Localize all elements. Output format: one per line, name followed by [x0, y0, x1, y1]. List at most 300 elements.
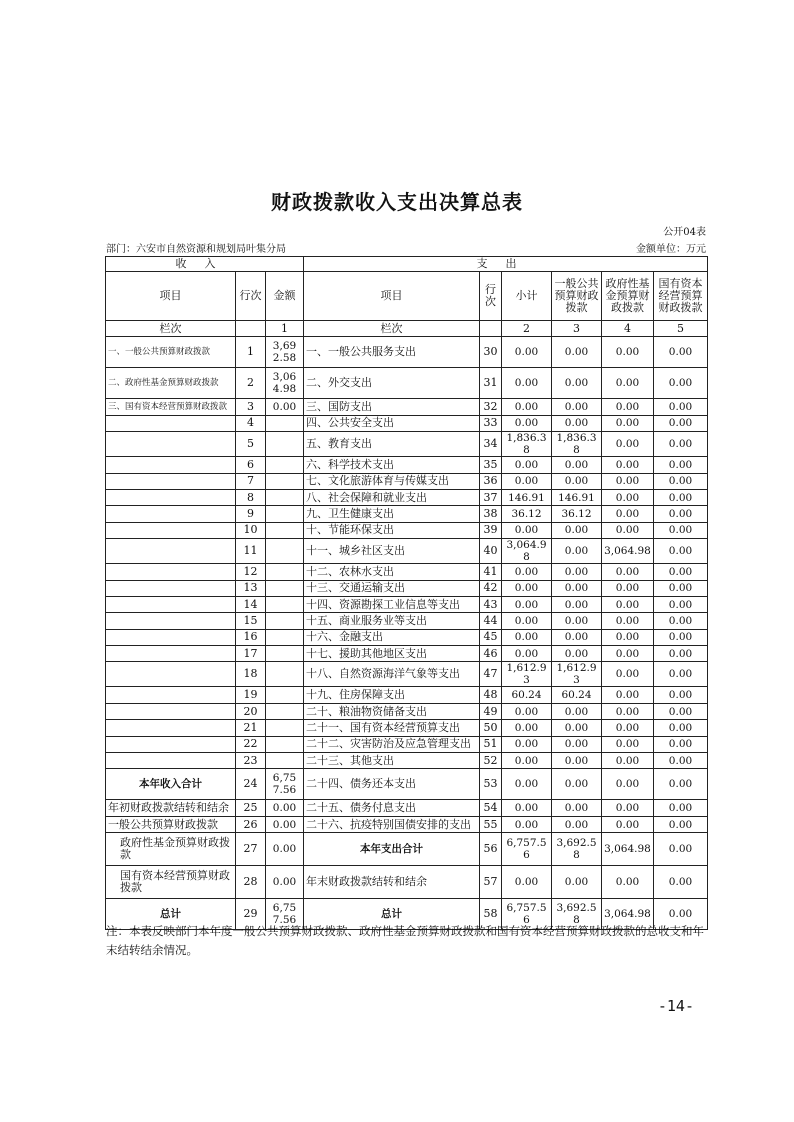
- income-amount: 3,064.98: [266, 368, 304, 399]
- expense-line-no: 54: [480, 800, 502, 816]
- expense-item: 二十二、灾害防治及应急管理支出: [304, 736, 480, 752]
- income-line-no: 26: [236, 816, 266, 832]
- expense-gov-fund: 0.00: [602, 522, 654, 538]
- expense-gov-fund: 0.00: [602, 687, 654, 703]
- expense-state-capital: 0.00: [654, 564, 708, 580]
- expense-gen-budget: 0.00: [552, 769, 602, 800]
- expense-gen-budget: 0.00: [552, 564, 602, 580]
- table-number: 公开04表: [663, 227, 706, 238]
- expense-item: 十五、商业服务业等支出: [304, 613, 480, 629]
- expense-line-no: 37: [480, 489, 502, 505]
- expense-state-capital: 0.00: [654, 337, 708, 368]
- expense-line-no: 46: [480, 646, 502, 662]
- col-label2: 栏次: [304, 321, 480, 337]
- expense-gen-budget: 0.00: [552, 457, 602, 473]
- income-section-header: 收入: [106, 257, 304, 272]
- income-amount: [266, 564, 304, 580]
- expense-line-no: 36: [480, 473, 502, 489]
- expense-state-capital: 0.00: [654, 736, 708, 752]
- expense-state-capital: 0.00: [654, 368, 708, 399]
- expense-gen-budget: 36.12: [552, 506, 602, 522]
- income-amount: 0.00: [266, 866, 304, 899]
- income-item: [106, 432, 236, 457]
- income-line-no: 18: [236, 662, 266, 687]
- income-line-no: 19: [236, 687, 266, 703]
- expense-state-capital: 0.00: [654, 703, 708, 719]
- income-amount: [266, 415, 304, 431]
- expense-subtotal: 0.00: [502, 337, 552, 368]
- expense-line-no: 53: [480, 769, 502, 800]
- expense-item: 二十五、债务付息支出: [304, 800, 480, 816]
- expense-gov-fund: 0.00: [602, 596, 654, 612]
- expense-subtotal: 0.00: [502, 629, 552, 645]
- expense-item: 十八、自然资源海洋气象等支出: [304, 662, 480, 687]
- income-line-no: 4: [236, 415, 266, 431]
- budget-summary-table: [105, 256, 708, 930]
- table-row: [106, 629, 708, 645]
- income-item: [106, 596, 236, 612]
- income-amount: 3,692.58: [266, 337, 304, 368]
- table-row: [106, 522, 708, 538]
- expense-state-capital: 0.00: [654, 613, 708, 629]
- table-row: [106, 432, 708, 457]
- table-row: [106, 368, 708, 399]
- expense-gen-budget: 0.00: [552, 539, 602, 564]
- expense-subtotal: 0.00: [502, 800, 552, 816]
- expense-line-no: 39: [480, 522, 502, 538]
- expense-state-capital: 0.00: [654, 816, 708, 832]
- table-row: [106, 833, 708, 866]
- expense-item: 九、卫生健康支出: [304, 506, 480, 522]
- expense-subtotal: 0.00: [502, 703, 552, 719]
- col-number-2: 2: [502, 321, 552, 337]
- expense-gov-fund: 3,064.98: [602, 833, 654, 866]
- expense-subtotal: 146.91: [502, 489, 552, 505]
- expense-subtotal: 36.12: [502, 506, 552, 522]
- expense-gen-budget: 146.91: [552, 489, 602, 505]
- expense-gov-fund: 0.00: [602, 473, 654, 489]
- expense-subtotal: 0.00: [502, 399, 552, 415]
- expense-subtotal: 1,836.38: [502, 432, 552, 457]
- department-label: 部门：六安市自然资源和规划局叶集分局: [106, 244, 286, 255]
- expense-line-no: 40: [480, 539, 502, 564]
- expense-subtotal: 0.00: [502, 580, 552, 596]
- expense-gen-budget: 0.00: [552, 736, 602, 752]
- col-number-blank: [236, 321, 266, 337]
- expense-line-no: 47: [480, 662, 502, 687]
- table-row: [106, 613, 708, 629]
- income-line-no: 12: [236, 564, 266, 580]
- col-number-1: 1: [266, 321, 304, 337]
- expense-gov-fund: 0.00: [602, 800, 654, 816]
- expense-line-no: 49: [480, 703, 502, 719]
- income-amount: [266, 629, 304, 645]
- income-line-no: 15: [236, 613, 266, 629]
- expense-item: 八、社会保障和就业支出: [304, 489, 480, 505]
- footnote: 注：本表反映部门本年度一般公共预算财政拨款、政府性基金预算财政拨款和国有资本经营预算财政拨款的总收支和年末结转结余情况。: [106, 924, 704, 957]
- expense-subtotal: 0.00: [502, 816, 552, 832]
- income-item: [106, 580, 236, 596]
- income-line-no: 29: [236, 899, 266, 930]
- expense-item: 十四、资源勘探工业信息等支出: [304, 596, 480, 612]
- income-line-no: 24: [236, 769, 266, 800]
- expense-state-capital: 0.00: [654, 596, 708, 612]
- income-amount: 6,757.56: [266, 899, 304, 930]
- expense-item: 十七、援助其他地区支出: [304, 646, 480, 662]
- expense-gov-fund: 0.00: [602, 866, 654, 899]
- income-line-no: 20: [236, 703, 266, 719]
- col-header-state-capital: 国有资本经营预算财政拨款: [654, 272, 708, 321]
- expense-gen-budget: 0.00: [552, 337, 602, 368]
- expense-line-no: 43: [480, 596, 502, 612]
- expense-item: 总计: [304, 899, 480, 930]
- income-amount: [266, 736, 304, 752]
- income-item: 年初财政拨款结转和结余: [106, 800, 236, 816]
- table-row: [106, 539, 708, 564]
- expense-subtotal: 6,757.56: [502, 833, 552, 866]
- expense-gov-fund: 0.00: [602, 613, 654, 629]
- expense-line-no: 50: [480, 720, 502, 736]
- expense-line-no: 42: [480, 580, 502, 596]
- expense-gen-budget: 0.00: [552, 596, 602, 612]
- expense-state-capital: 0.00: [654, 473, 708, 489]
- expense-gen-budget: 0.00: [552, 368, 602, 399]
- income-amount: 0.00: [266, 833, 304, 866]
- income-amount: [266, 539, 304, 564]
- income-line-no: 11: [236, 539, 266, 564]
- expense-item: 十六、金融支出: [304, 629, 480, 645]
- expense-item: 五、教育支出: [304, 432, 480, 457]
- income-item: [106, 473, 236, 489]
- income-amount: 0.00: [266, 399, 304, 415]
- expense-line-no: 30: [480, 337, 502, 368]
- table-row: [106, 596, 708, 612]
- expense-gen-budget: 0.00: [552, 629, 602, 645]
- income-amount: [266, 506, 304, 522]
- income-item: 政府性基金预算财政拨款: [106, 833, 236, 866]
- expense-subtotal: 0.00: [502, 720, 552, 736]
- expense-gen-budget: 0.00: [552, 415, 602, 431]
- income-line-no: 2: [236, 368, 266, 399]
- income-amount: [266, 522, 304, 538]
- expense-state-capital: 0.00: [654, 457, 708, 473]
- table-row: [106, 337, 708, 368]
- expense-gov-fund: 0.00: [602, 337, 654, 368]
- income-item: [106, 489, 236, 505]
- income-line-no: 9: [236, 506, 266, 522]
- expense-item: 二、外交支出: [304, 368, 480, 399]
- expense-gov-fund: 3,064.98: [602, 899, 654, 930]
- expense-gen-budget: 0.00: [552, 580, 602, 596]
- expense-gov-fund: 0.00: [602, 816, 654, 832]
- table-row: [106, 580, 708, 596]
- income-line-no: 16: [236, 629, 266, 645]
- expense-gen-budget: 0.00: [552, 866, 602, 899]
- income-line-no: 6: [236, 457, 266, 473]
- expense-state-capital: 0.00: [654, 399, 708, 415]
- header-row-col-numbers: [106, 321, 708, 337]
- expense-line-no: 44: [480, 613, 502, 629]
- income-item: [106, 736, 236, 752]
- income-line-no: 14: [236, 596, 266, 612]
- expense-state-capital: 0.00: [654, 899, 708, 930]
- expense-subtotal: 0.00: [502, 753, 552, 769]
- income-item: [106, 522, 236, 538]
- expense-line-no: 48: [480, 687, 502, 703]
- income-amount: [266, 703, 304, 719]
- expense-section-header: 支出: [304, 257, 708, 272]
- income-amount: [266, 580, 304, 596]
- table-row: [106, 769, 708, 800]
- expense-state-capital: 0.00: [654, 415, 708, 431]
- income-amount: 0.00: [266, 800, 304, 816]
- col-header-item2: 项目: [304, 272, 480, 321]
- expense-line-no: 56: [480, 833, 502, 866]
- expense-gov-fund: 0.00: [602, 736, 654, 752]
- expense-state-capital: 0.00: [654, 580, 708, 596]
- expense-item: 年末财政拨款结转和结余: [304, 866, 480, 899]
- income-amount: [266, 489, 304, 505]
- expense-state-capital: 0.00: [654, 753, 708, 769]
- col-header-item: 项目: [106, 272, 236, 321]
- expense-gen-budget: 0.00: [552, 399, 602, 415]
- expense-gov-fund: 0.00: [602, 457, 654, 473]
- income-item: [106, 506, 236, 522]
- expense-item: 七、文化旅游体育与传媒支出: [304, 473, 480, 489]
- income-amount: 6,757.56: [266, 769, 304, 800]
- income-item: [106, 687, 236, 703]
- income-item: 国有资本经营预算财政拨款: [106, 866, 236, 899]
- table-row: [106, 753, 708, 769]
- income-amount: [266, 613, 304, 629]
- expense-subtotal: 1,612.93: [502, 662, 552, 687]
- col-number-3: 3: [552, 321, 602, 337]
- income-item: [106, 662, 236, 687]
- expense-state-capital: 0.00: [654, 800, 708, 816]
- table-row: [106, 489, 708, 505]
- expense-state-capital: 0.00: [654, 866, 708, 899]
- expense-subtotal: 60.24: [502, 687, 552, 703]
- expense-state-capital: 0.00: [654, 687, 708, 703]
- expense-gen-budget: 0.00: [552, 522, 602, 538]
- income-item: 三、国有资本经营预算财政拨款: [106, 399, 236, 415]
- expense-gen-budget: 0.00: [552, 816, 602, 832]
- expense-gen-budget: 0.00: [552, 720, 602, 736]
- table-row: [106, 457, 708, 473]
- expense-gen-budget: 3,692.58: [552, 899, 602, 930]
- expense-line-no: 58: [480, 899, 502, 930]
- income-line-no: 21: [236, 720, 266, 736]
- expense-line-no: 32: [480, 399, 502, 415]
- expense-gov-fund: 0.00: [602, 399, 654, 415]
- income-line-no: 25: [236, 800, 266, 816]
- table-row: [106, 564, 708, 580]
- expense-subtotal: 0.00: [502, 596, 552, 612]
- col-number-5: 5: [654, 321, 708, 337]
- income-item: 一般公共预算财政拨款: [106, 816, 236, 832]
- income-amount: [266, 720, 304, 736]
- expense-state-capital: 0.00: [654, 646, 708, 662]
- col-header-amount: 金额: [266, 272, 304, 321]
- expense-gov-fund: 0.00: [602, 662, 654, 687]
- expense-gen-budget: 0.00: [552, 613, 602, 629]
- expense-subtotal: 6,757.56: [502, 899, 552, 930]
- expense-state-capital: 0.00: [654, 769, 708, 800]
- expense-subtotal: 0.00: [502, 866, 552, 899]
- table-row: [106, 399, 708, 415]
- expense-item: 二十、粮油物资储备支出: [304, 703, 480, 719]
- income-amount: [266, 753, 304, 769]
- expense-state-capital: 0.00: [654, 506, 708, 522]
- expense-state-capital: 0.00: [654, 720, 708, 736]
- expense-state-capital: 0.00: [654, 432, 708, 457]
- income-amount: [266, 687, 304, 703]
- expense-subtotal: 0.00: [502, 473, 552, 489]
- expense-gen-budget: 0.00: [552, 800, 602, 816]
- income-item: [106, 646, 236, 662]
- expense-line-no: 52: [480, 753, 502, 769]
- table-row: [106, 473, 708, 489]
- income-line-no: 3: [236, 399, 266, 415]
- expense-line-no: 41: [480, 564, 502, 580]
- income-item: [106, 703, 236, 719]
- income-amount: [266, 473, 304, 489]
- page-number: -14-: [657, 997, 694, 1015]
- expense-state-capital: 0.00: [654, 539, 708, 564]
- expense-subtotal: 0.00: [502, 564, 552, 580]
- expense-gov-fund: 0.00: [602, 432, 654, 457]
- expense-gen-budget: 0.00: [552, 646, 602, 662]
- expense-gen-budget: 0.00: [552, 703, 602, 719]
- expense-item: 十、节能环保支出: [304, 522, 480, 538]
- expense-item: 六、科学技术支出: [304, 457, 480, 473]
- table-row: [106, 646, 708, 662]
- income-line-no: 23: [236, 753, 266, 769]
- expense-state-capital: 0.00: [654, 489, 708, 505]
- expense-item: 十九、住房保障支出: [304, 687, 480, 703]
- expense-gen-budget: 1,836.38: [552, 432, 602, 457]
- expense-gov-fund: 3,064.98: [602, 539, 654, 564]
- table-row: [106, 662, 708, 687]
- income-amount: [266, 457, 304, 473]
- expense-gov-fund: 0.00: [602, 703, 654, 719]
- table-row: [106, 866, 708, 899]
- table-row: [106, 687, 708, 703]
- expense-item: 十三、交通运输支出: [304, 580, 480, 596]
- income-item: [106, 720, 236, 736]
- income-item: 二、政府性基金预算财政拨款: [106, 368, 236, 399]
- table-row: [106, 415, 708, 431]
- income-line-no: 28: [236, 866, 266, 899]
- income-item: [106, 539, 236, 564]
- expense-subtotal: 0.00: [502, 646, 552, 662]
- col-header-line-no: 行次: [236, 272, 266, 321]
- income-line-no: 1: [236, 337, 266, 368]
- expense-line-no: 33: [480, 415, 502, 431]
- income-line-no: 17: [236, 646, 266, 662]
- income-amount: [266, 646, 304, 662]
- expense-gov-fund: 0.00: [602, 564, 654, 580]
- expense-gov-fund: 0.00: [602, 489, 654, 505]
- table-row: [106, 800, 708, 816]
- expense-line-no: 45: [480, 629, 502, 645]
- expense-line-no: 57: [480, 866, 502, 899]
- income-amount: 0.00: [266, 816, 304, 832]
- expense-line-no: 51: [480, 736, 502, 752]
- expense-item: 二十一、国有资本经营预算支出: [304, 720, 480, 736]
- expense-subtotal: 0.00: [502, 415, 552, 431]
- expense-gen-budget: 0.00: [552, 753, 602, 769]
- expense-item: 三、国防支出: [304, 399, 480, 415]
- col-label: 栏次: [106, 321, 236, 337]
- expense-gen-budget: 0.00: [552, 473, 602, 489]
- table-row: [106, 506, 708, 522]
- expense-item: 本年支出合计: [304, 833, 480, 866]
- income-amount: [266, 596, 304, 612]
- expense-gen-budget: 3,692.58: [552, 833, 602, 866]
- income-line-no: 22: [236, 736, 266, 752]
- income-amount: [266, 432, 304, 457]
- header-row-sections: [106, 257, 708, 272]
- col-header-gen-budget: 一般公共预算财政拨款: [552, 272, 602, 321]
- expense-item: 二十四、债务还本支出: [304, 769, 480, 800]
- income-item: [106, 457, 236, 473]
- expense-line-no: 38: [480, 506, 502, 522]
- expense-gov-fund: 0.00: [602, 629, 654, 645]
- expense-state-capital: 0.00: [654, 833, 708, 866]
- col-header-subtotal: 小计: [502, 272, 552, 321]
- col-number-blank2: [480, 321, 502, 337]
- income-item: [106, 415, 236, 431]
- expense-state-capital: 0.00: [654, 522, 708, 538]
- income-item: 本年收入合计: [106, 769, 236, 800]
- expense-item: 十二、农林水支出: [304, 564, 480, 580]
- col-number-4: 4: [602, 321, 654, 337]
- expense-gov-fund: 0.00: [602, 769, 654, 800]
- table-row: [106, 720, 708, 736]
- expense-state-capital: 0.00: [654, 629, 708, 645]
- income-item: [106, 564, 236, 580]
- expense-state-capital: 0.00: [654, 662, 708, 687]
- expense-gen-budget: 60.24: [552, 687, 602, 703]
- expense-gov-fund: 0.00: [602, 580, 654, 596]
- expense-subtotal: 0.00: [502, 368, 552, 399]
- table-row: [106, 703, 708, 719]
- header-row-columns: [106, 272, 708, 321]
- expense-line-no: 55: [480, 816, 502, 832]
- expense-subtotal: 0.00: [502, 613, 552, 629]
- expense-gen-budget: 1,612.93: [552, 662, 602, 687]
- expense-item: 四、公共安全支出: [304, 415, 480, 431]
- income-item: [106, 753, 236, 769]
- expense-gov-fund: 0.00: [602, 506, 654, 522]
- col-header-line-no2: 行次: [480, 272, 502, 321]
- expense-line-no: 35: [480, 457, 502, 473]
- expense-gov-fund: 0.00: [602, 753, 654, 769]
- table-row: [106, 736, 708, 752]
- income-line-no: 8: [236, 489, 266, 505]
- expense-item: 一、一般公共服务支出: [304, 337, 480, 368]
- expense-line-no: 34: [480, 432, 502, 457]
- expense-subtotal: 0.00: [502, 769, 552, 800]
- table-row: [106, 816, 708, 832]
- income-amount: [266, 662, 304, 687]
- income-item: 一、一般公共预算财政拨款: [106, 337, 236, 368]
- income-line-no: 27: [236, 833, 266, 866]
- page-title: 财政拨款收入支出决算总表: [271, 190, 523, 214]
- expense-subtotal: 0.00: [502, 522, 552, 538]
- income-item: 总计: [106, 899, 236, 930]
